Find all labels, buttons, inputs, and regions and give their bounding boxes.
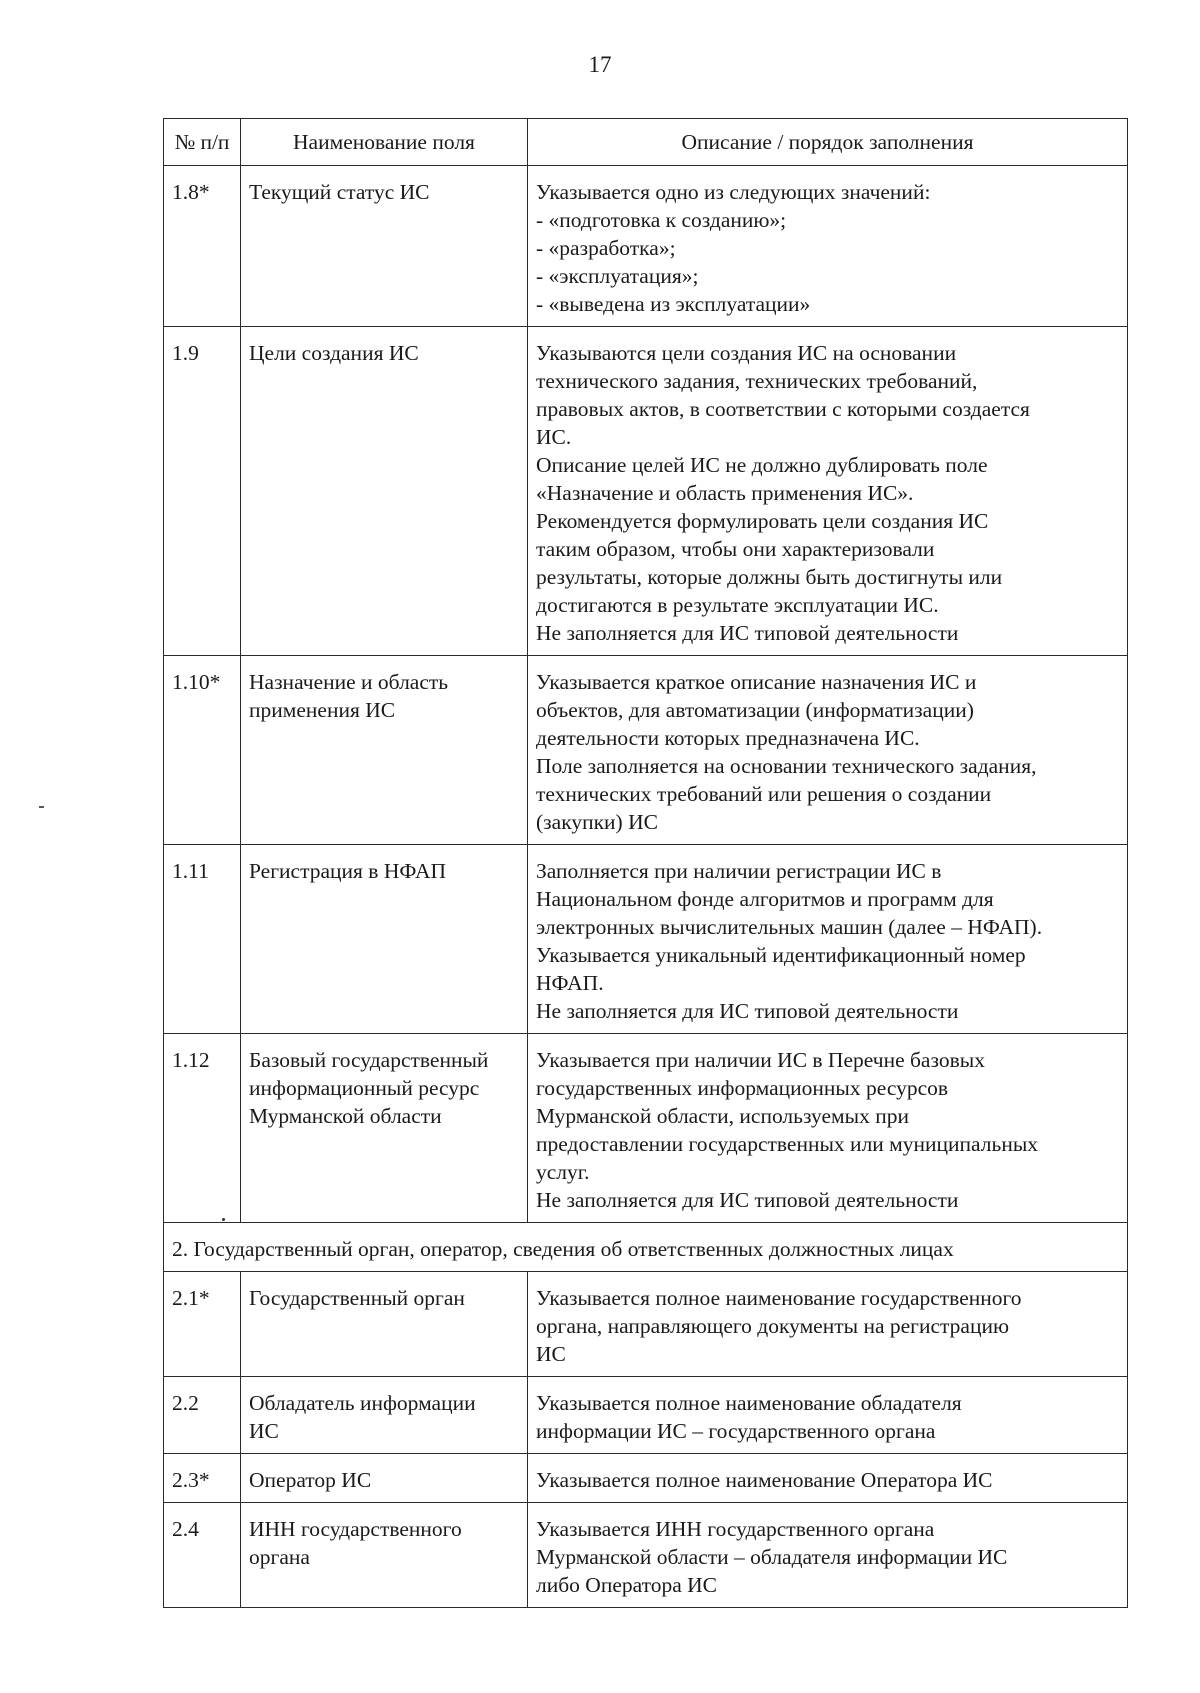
- table-row: [164, 1034, 1128, 1223]
- description-line: деятельности которых предназначена ИС.: [536, 726, 920, 750]
- description-line: информации ИС – государственного органа: [536, 1419, 936, 1443]
- description-line: Указывается полное наименование обладателя: [536, 1391, 962, 1415]
- description-line: НФАП.: [536, 971, 604, 995]
- description-cell: [528, 1377, 1128, 1454]
- description-line: - «эксплуатация»;: [536, 264, 699, 288]
- row-number: 2.3*: [164, 1454, 241, 1503]
- field-name-line: применения ИС: [249, 698, 396, 722]
- field-name-line: Цели создания ИС: [249, 341, 419, 365]
- description-line: достигаются в результате эксплуатации ИС.: [536, 593, 939, 617]
- description-line: - «подготовка к созданию»;: [536, 208, 787, 232]
- field-name-cell: [241, 656, 528, 845]
- field-name-line: информационный ресурс: [249, 1076, 480, 1100]
- description-line: Рекомендуется формулировать цели создания ИС: [536, 509, 989, 533]
- field-name-line: Текущий статус ИС: [249, 180, 430, 204]
- description-line: органа, направляющего документы на регистрацию: [536, 1314, 1010, 1338]
- table-row: [164, 1377, 1128, 1454]
- row-number: 2.2: [164, 1377, 241, 1454]
- description-line: - «выведена из эксплуатации»: [536, 292, 811, 316]
- description-line: Указывается при наличии ИС в Перечне базовых: [536, 1048, 985, 1072]
- description-line: правовых актов, в соответствии с которыми создается: [536, 397, 1030, 421]
- description-cell: [528, 1272, 1128, 1377]
- description-line: либо Оператора ИС: [536, 1573, 718, 1597]
- description-line: «Назначение и область применения ИС».: [536, 481, 914, 505]
- field-name-line: ИС: [249, 1419, 279, 1443]
- description-line: услуг.: [536, 1160, 590, 1184]
- description-line: электронных вычислительных машин (далее – НФАП).: [536, 915, 1043, 939]
- description-line: объектов, для автоматизации (информатизации): [536, 698, 974, 722]
- stray-dot: [222, 1218, 225, 1221]
- description-line: Не заполняется для ИС типовой деятельности: [536, 999, 959, 1023]
- description-line: - «разработка»;: [536, 236, 676, 260]
- table-row: [164, 1454, 1128, 1503]
- description-line: Мурманской области, используемых при: [536, 1104, 909, 1128]
- description-line: Национальном фонде алгоритмов и программ для: [536, 887, 994, 911]
- description-line: Указывается уникальный идентификационный номер: [536, 943, 1026, 967]
- page-number: 17: [588, 52, 612, 77]
- description-cell: [528, 327, 1128, 656]
- field-name-cell: [241, 1503, 528, 1608]
- table-row: [164, 166, 1128, 327]
- field-name-line: Государственный орган: [249, 1286, 465, 1310]
- table-row: [164, 845, 1128, 1034]
- description-line: Указывается полное наименование Оператора ИС: [536, 1468, 993, 1492]
- field-name-line: Базовый государственный: [249, 1048, 489, 1072]
- description-line: государственных информационных ресурсов: [536, 1076, 949, 1100]
- description-cell: [528, 845, 1128, 1034]
- description-line: Указывается одно из следующих значений:: [536, 180, 931, 204]
- field-name-cell: [241, 1272, 528, 1377]
- field-name-cell: [241, 845, 528, 1034]
- description-line: технического задания, технических требований,: [536, 369, 978, 393]
- description-line: Указывается полное наименование государственного: [536, 1286, 1022, 1310]
- section-row: [164, 1223, 1128, 1272]
- description-line: Заполняется при наличии регистрации ИС в: [536, 859, 942, 883]
- row-number: 1.8*: [164, 166, 241, 327]
- field-name-line: Мурманской области: [249, 1104, 442, 1128]
- header-description: Описание / порядок заполнения: [528, 119, 1128, 166]
- description-line: ИС: [536, 1342, 566, 1366]
- description-line: Указывается ИНН государственного органа: [536, 1517, 935, 1541]
- description-line: (закупки) ИС: [536, 810, 658, 834]
- description-cell: [528, 1503, 1128, 1608]
- description-cell: [528, 1454, 1128, 1503]
- field-name-line: Назначение и область: [249, 670, 449, 694]
- field-name-cell: [241, 166, 528, 327]
- description-line: Не заполняется для ИС типовой деятельности: [536, 1188, 959, 1212]
- field-name-line: Регистрация в НФАП: [249, 859, 447, 883]
- table-row: [164, 1503, 1128, 1608]
- description-line: Не заполняется для ИС типовой деятельности: [536, 621, 959, 645]
- row-number: 1.11: [164, 845, 241, 1034]
- table-row: [164, 327, 1128, 656]
- margin-mark: [39, 806, 44, 808]
- description-line: технических требований или решения о создании: [536, 782, 992, 806]
- description-cell: [528, 166, 1128, 327]
- description-line: таким образом, чтобы они характеризовали: [536, 537, 935, 561]
- row-number: 1.10*: [164, 656, 241, 845]
- description-line: Описание целей ИС не должно дублировать поле: [536, 453, 988, 477]
- row-number: 2.4: [164, 1503, 241, 1608]
- field-name-cell: [241, 1454, 528, 1503]
- description-line: результаты, которые должны быть достигнуты или: [536, 565, 1003, 589]
- row-number: 2.1*: [164, 1272, 241, 1377]
- description-line: Указываются цели создания ИС на основании: [536, 341, 957, 365]
- field-name-line: Обладатель информации: [249, 1391, 476, 1415]
- header-number: № п/п: [164, 119, 241, 166]
- field-name-line: ИНН государственного: [249, 1517, 462, 1541]
- description-cell: [528, 656, 1128, 845]
- description-line: Мурманской области – обладателя информации ИС: [536, 1545, 1008, 1569]
- description-line: Указывается краткое описание назначения ИС и: [536, 670, 977, 694]
- header-field-name: Наименование поля: [241, 119, 528, 166]
- field-name-cell: [241, 1034, 528, 1223]
- description-line: Поле заполняется на основании технического задания,: [536, 754, 1037, 778]
- table-row: [164, 656, 1128, 845]
- field-name-cell: [241, 1377, 528, 1454]
- row-number: 1.12: [164, 1034, 241, 1223]
- requirements-table: [163, 118, 1128, 1608]
- description-line: ИС.: [536, 425, 572, 449]
- row-number: 1.9: [164, 327, 241, 656]
- table-row: [164, 1272, 1128, 1377]
- field-name-line: органа: [249, 1545, 310, 1569]
- field-name-cell: [241, 327, 528, 656]
- table-header-row: [164, 119, 1128, 166]
- description-line: предоставлении государственных или муниципальных: [536, 1132, 1039, 1156]
- section-title: 2. Государственный орган, оператор, сведения об ответственных должностных лицах: [164, 1223, 1128, 1272]
- description-cell: [528, 1034, 1128, 1223]
- field-name-line: Оператор ИС: [249, 1468, 372, 1492]
